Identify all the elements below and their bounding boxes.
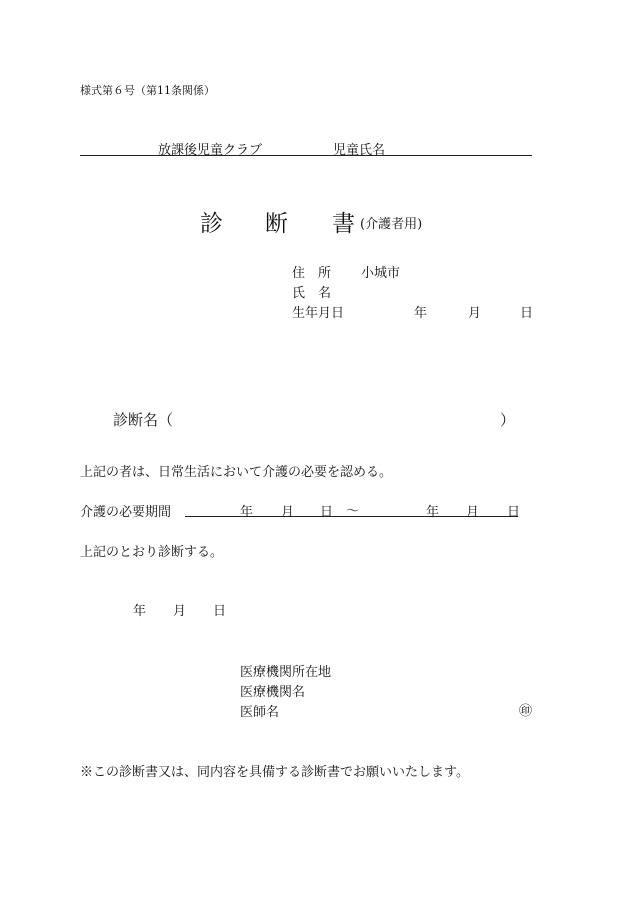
diagnosis-close: ）	[500, 411, 516, 429]
seal-mark: ㊞	[519, 704, 533, 719]
patient-address-value: 小城市	[361, 266, 401, 281]
header-underline	[80, 155, 532, 156]
dob-year: 年	[414, 306, 428, 321]
issue-day: 日	[213, 604, 227, 619]
title-suffix: (介護者用)	[360, 217, 423, 232]
dob-day: 日	[520, 306, 534, 321]
issue-year: 年	[133, 604, 147, 619]
form-number: 様式第６号（第11条関係）	[80, 84, 215, 97]
patient-address-label: 住 所	[292, 266, 332, 281]
club-label: 放課後児童クラブ	[158, 143, 263, 158]
period-start-month: 月	[281, 505, 295, 520]
diagnosis-label: 診断名（	[113, 411, 174, 429]
patient-dob-label: 生年月日	[292, 306, 345, 321]
patient-name-label: 氏 名	[292, 286, 332, 301]
title-char-3: 書	[332, 211, 355, 237]
period-end-day: 日	[507, 505, 521, 520]
footnote: ※この診断書又は、同内容を具備する診断書でお願いいたします。	[80, 765, 469, 780]
issue-month: 月	[173, 604, 187, 619]
certify-text: 上記のとおり診断する。	[80, 545, 224, 560]
dob-month: 月	[468, 306, 482, 321]
doctor-name-label: 医師名	[240, 705, 280, 720]
period-end-month: 月	[466, 505, 480, 520]
medical-address-label: 医療機関所在地	[240, 665, 332, 680]
title-char-1: 診	[200, 211, 223, 237]
period-label: 介護の必要期間	[80, 505, 172, 520]
period-end-year: 年	[426, 505, 440, 520]
period-start-day: 日	[320, 505, 334, 520]
period-tilde: ～	[346, 504, 360, 519]
period-start-year: 年	[240, 505, 254, 520]
title-char-2: 断	[265, 211, 288, 237]
child-name-label: 児童氏名	[333, 143, 386, 158]
statement-text: 上記の者は、日常生活において介護の必要を認める。	[80, 465, 393, 480]
medical-name-label: 医療機関名	[240, 685, 306, 700]
